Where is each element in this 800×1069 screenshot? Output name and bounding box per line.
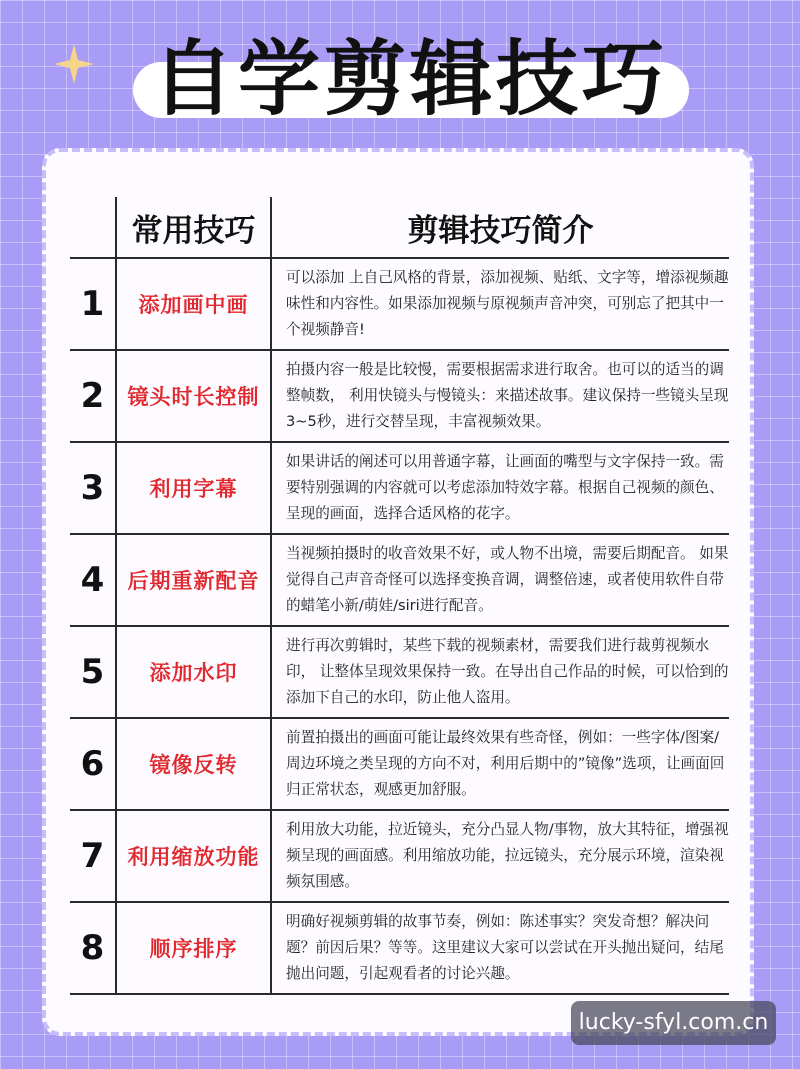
tip-description: 如果讲话的阐述可以用普通字幕，让画面的嘴型与文字保持一致。需要特别强调的内容就可以考虑添加特效字幕。根据自己视频的颜色、呈现的画面，选择合适风格的花字。: [286, 453, 724, 522]
table-row: [70, 718, 729, 810]
table-row: [70, 350, 729, 442]
tip-description: 前置拍摄出的画面可能让最终效果有些奇怪，例如：一些字体/图案/周边环境之类呈现的方向不对，利用后期中的”镜像”选项，让画面回归正常状态，观感更加舒服。: [286, 729, 725, 798]
row-number: 8: [70, 902, 116, 994]
row-number: 1: [70, 258, 116, 350]
tip-description: 利用放大功能，拉近镜头，充分凸显人物/事物，放大其特征，增强视频呈现的画面感。利用缩放功能，拉远镜头，充分展示环境，渲染视频氛围感。: [286, 821, 729, 890]
watermark-label: lucky-sfyl.com.cn: [571, 1001, 776, 1045]
tip-description: 可以添加 上自己风格的背景，添加视频、贴纸、文字等，增添视频趣味性和内容性。如果添加视频与原视频声音冲突，可别忘了把其中一个视频静音!: [286, 269, 729, 338]
tip-description: 当视频拍摄时的收音效果不好，或人物不出境，需要后期配音。 如果觉得自己声音奇怪可以选择变换音调，调整倍速，或者使用软件自带的蜡笔小新/萌娃/siri进行配音。: [286, 545, 729, 614]
tip-name: 镜头时长控制: [116, 350, 271, 442]
header-blank: [70, 197, 116, 258]
header-desc: 剪辑技巧简介: [407, 212, 594, 249]
tip-name: 添加画中画: [116, 258, 271, 350]
row-number: 2: [70, 350, 116, 442]
table-header: [70, 197, 729, 258]
tip-description: 拍摄内容一般是比较慢，需要根据需求进行取舍。也可以的适当的调整帧数， 利用快镜头与慢镜头：来描述故事。建议保持一些镜头呈现3~5秒，进行交替呈现，丰富视频效果。: [286, 361, 729, 430]
tip-name: 利用缩放功能: [116, 810, 271, 902]
tip-description: 进行再次剪辑时，某些下载的视频素材，需要我们进行裁剪视频水印， 让整体呈现效果保持一致。在导出自己作品的时候，可以恰到的添加下自己的水印，防止他人盗用。: [286, 637, 729, 706]
table-row: [70, 534, 729, 626]
tip-name: 后期重新配音: [116, 534, 271, 626]
header-name: 常用技巧: [116, 197, 271, 258]
row-number: 5: [70, 626, 116, 718]
tip-description: 明确好视频剪辑的故事节奏，例如：陈述事实？突发奇想？解决问题？前因后果？等等。这里建议大家可以尝试在开头抛出疑问，结尾抛出问题，引起观看者的讨论兴趣。: [286, 913, 724, 982]
row-number: 7: [70, 810, 116, 902]
table-row: [70, 442, 729, 534]
row-number: 4: [70, 534, 116, 626]
row-number: 3: [70, 442, 116, 534]
table-row: [70, 902, 729, 994]
page-title: 自学剪辑技巧: [151, 32, 668, 127]
tip-name: 顺序排序: [116, 902, 271, 994]
table-row: [70, 626, 729, 718]
table-row: [70, 258, 729, 350]
tips-table: [70, 197, 729, 995]
tip-name: 添加水印: [116, 626, 271, 718]
sparkle-icon: [52, 42, 96, 86]
table-row: [70, 810, 729, 902]
row-number: 6: [70, 718, 116, 810]
tip-name: 镜像反转: [116, 718, 271, 810]
tip-name: 利用字幕: [116, 442, 271, 534]
